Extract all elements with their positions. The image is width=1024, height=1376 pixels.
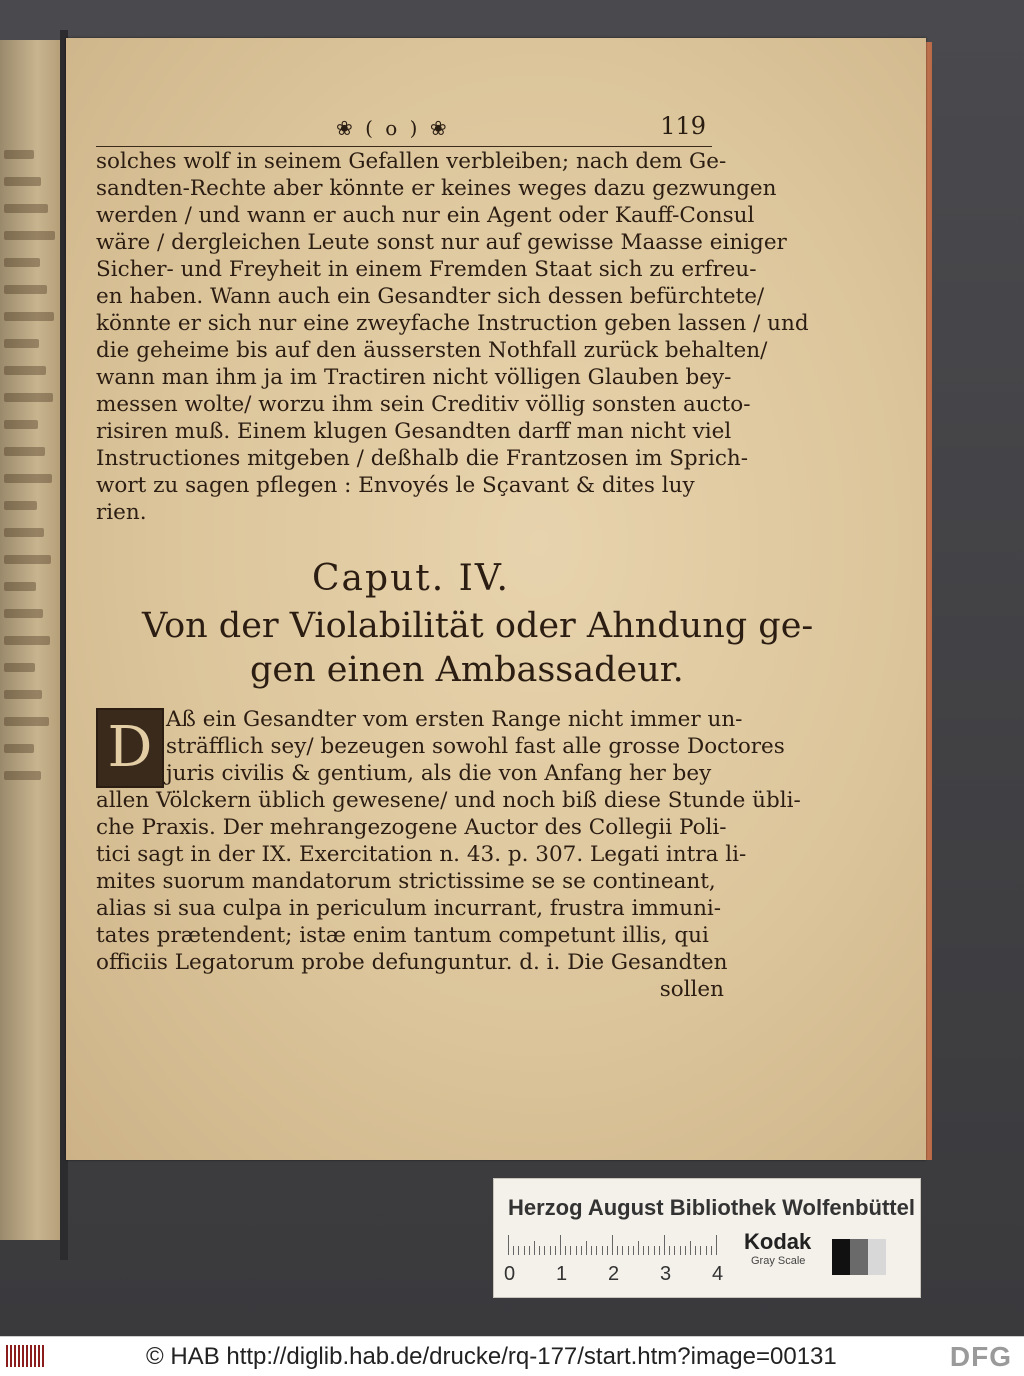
ruler-tick xyxy=(659,1246,660,1255)
ruler-tick xyxy=(544,1246,545,1255)
previous-page-line xyxy=(4,339,39,348)
text-line: werden / und wann er auch nur ein Agent oder Kauff-Consul xyxy=(96,203,755,228)
logo-bar xyxy=(34,1345,36,1367)
header-ornament: ❀ ( o ) ❀ xyxy=(336,116,450,140)
page-number: 119 xyxy=(660,112,706,140)
ruler-tick xyxy=(654,1246,655,1255)
ruler-tick xyxy=(576,1246,577,1255)
ruler-tick xyxy=(513,1246,514,1255)
hab-logo-icon xyxy=(6,1345,48,1367)
logo-bar xyxy=(38,1345,40,1367)
text-line: wäre / dergleichen Leute sonst nur auf gewisse Maasse einiger xyxy=(96,230,787,255)
ruler-number: 1 xyxy=(556,1263,568,1285)
ruler-tick xyxy=(700,1246,701,1255)
ruler-tick xyxy=(622,1246,623,1255)
gray-swatch xyxy=(868,1239,886,1275)
chapter-subtitle-line: Von der Violabilität oder Ahndung ge- xyxy=(142,606,814,646)
text-line: che Praxis. Der mehrangezogene Auctor des Collegii Poli- xyxy=(96,815,727,840)
text-line: sandten-Rechte aber könnte er keines weges dazu gezwungen xyxy=(96,176,777,201)
kodak-logo: Kodak xyxy=(744,1229,812,1254)
ruler-tick xyxy=(570,1246,571,1255)
text-line: tici sagt in der IX. Exercitation n. 43. p. 307. Legati intra li- xyxy=(96,842,747,867)
previous-page-line xyxy=(4,582,36,591)
dropcap-initial: D xyxy=(96,708,164,788)
previous-page-line xyxy=(4,258,40,267)
logo-bar xyxy=(26,1345,28,1367)
previous-page-line xyxy=(4,177,41,186)
chapter-subtitle xyxy=(96,604,814,692)
ruler-tick xyxy=(706,1246,707,1255)
ruler-number: 4 xyxy=(712,1263,724,1285)
text-line: wort zu sagen pflegen : Envoyés le Sçavant & dites luy xyxy=(96,473,695,498)
text-line: juris civilis & gentium, als die von Anfang her bey xyxy=(166,761,712,786)
ruler-scale xyxy=(508,1235,728,1255)
ruler-tick xyxy=(690,1241,691,1255)
ruler-tick xyxy=(643,1246,644,1255)
text-line: tates prætendent; istæ enim tantum competunt illis, qui xyxy=(96,923,709,948)
previous-page-line xyxy=(4,366,46,375)
previous-page-line xyxy=(4,717,49,726)
paragraph-2 xyxy=(96,706,801,1003)
footer-bar xyxy=(0,1336,1024,1376)
previous-page-edge xyxy=(0,40,62,1240)
ruler-number: 0 xyxy=(504,1263,516,1285)
text-line: wann man ihm ja im Tractiren nicht völligen Glauben bey- xyxy=(96,365,732,390)
ruler-tick xyxy=(617,1246,618,1255)
text-line: Sicher- und Freyheit in einem Fremden Staat sich zu erfreu- xyxy=(96,257,757,282)
ruler-tick xyxy=(648,1246,649,1255)
ruler-tick xyxy=(524,1246,525,1255)
previous-page-line xyxy=(4,690,42,699)
ruler-tick xyxy=(539,1246,540,1255)
ruler-tick xyxy=(565,1246,566,1255)
logo-bar xyxy=(10,1345,12,1367)
previous-page-line xyxy=(4,204,48,213)
header-rule xyxy=(96,146,712,147)
ruler-tick xyxy=(596,1246,597,1255)
text-line: allen Völckern üblich gewesene/ und noch biß diese Stunde übli- xyxy=(96,788,801,813)
chapter-title: Caput. IV. xyxy=(312,558,510,599)
logo-bar xyxy=(18,1345,20,1367)
dfg-logo: DFG xyxy=(949,1341,1012,1372)
color-target-card xyxy=(493,1178,921,1298)
previous-page-line xyxy=(4,420,38,429)
text-line: solches wolf in seinem Gefallen verbleiben; nach dem Ge- xyxy=(96,149,727,174)
ruler-tick xyxy=(669,1246,670,1255)
ruler-tick xyxy=(711,1246,712,1255)
text-line: könnte er sich nur eine zweyfache Instruction geben lassen / und xyxy=(96,311,809,336)
text-line: risiren muß. Einem klugen Gesandten darff man nicht viel xyxy=(96,419,732,444)
ruler-number: 2 xyxy=(608,1263,620,1285)
paragraph-1 xyxy=(96,148,809,526)
logo-bar xyxy=(42,1345,44,1367)
previous-page-line xyxy=(4,744,34,753)
text-line: Aß ein Gesandter vom ersten Range nicht immer un- xyxy=(166,707,743,732)
logo-bar xyxy=(22,1345,24,1367)
logo-bar xyxy=(14,1345,16,1367)
text-line: die geheime bis auf den äussersten Nothfall zurück behalten/ xyxy=(96,338,768,363)
previous-page-line xyxy=(4,663,35,672)
ruler-tick xyxy=(674,1246,675,1255)
ruler-tick xyxy=(664,1235,665,1255)
ruler-tick xyxy=(591,1246,592,1255)
ruler-tick xyxy=(633,1246,634,1255)
ruler-tick xyxy=(602,1246,603,1255)
ruler-tick xyxy=(586,1241,587,1255)
previous-page-line xyxy=(4,501,37,510)
ruler-tick xyxy=(612,1235,613,1255)
running-header xyxy=(96,112,716,146)
ruler-tick xyxy=(695,1246,696,1255)
ruler-tick xyxy=(529,1246,530,1255)
previous-page-line xyxy=(4,150,34,159)
catchword: sollen xyxy=(659,977,724,1002)
text-line: sträfflich sey/ bezeugen sowohl fast alle grosse Doctores xyxy=(166,734,785,759)
ruler-tick xyxy=(638,1241,639,1255)
text-line: Instructiones mitgeben / deßhalb die Frantzosen im Sprich- xyxy=(96,446,749,471)
ruler-tick xyxy=(560,1235,561,1255)
ruler-tick xyxy=(581,1246,582,1255)
ruler-tick xyxy=(685,1246,686,1255)
previous-page-line xyxy=(4,555,51,564)
logo-bar xyxy=(6,1345,8,1367)
previous-page-line xyxy=(4,528,44,537)
previous-page-line xyxy=(4,447,45,456)
logo-bar xyxy=(30,1345,32,1367)
gray-swatch xyxy=(832,1239,850,1275)
previous-page-line xyxy=(4,393,53,402)
ruler-tick xyxy=(680,1246,681,1255)
previous-page-line xyxy=(4,474,52,483)
previous-page-line xyxy=(4,636,50,645)
text-line: mites suorum mandatorum strictissime se se contineant, xyxy=(96,869,716,894)
ruler-tick xyxy=(518,1246,519,1255)
ruler-tick xyxy=(716,1235,717,1255)
chapter-subtitle-line: gen einen Ambassadeur. xyxy=(250,650,684,690)
previous-page-line xyxy=(4,312,54,321)
ruler-tick xyxy=(628,1246,629,1255)
ruler-tick xyxy=(555,1246,556,1255)
ruler-number: 3 xyxy=(660,1263,672,1285)
ruler-tick xyxy=(534,1241,535,1255)
ruler-tick xyxy=(550,1246,551,1255)
text-line: alias si sua culpa in periculum incurrant, frustra immuni- xyxy=(96,896,722,921)
target-title: Herzog August Bibliothek Wolfenbüttel xyxy=(508,1195,915,1220)
gray-scale-label: Gray Scale xyxy=(751,1255,806,1267)
previous-page-line xyxy=(4,231,55,240)
previous-page-line xyxy=(4,285,47,294)
ruler-tick xyxy=(607,1246,608,1255)
text-line: en haben. Wann auch ein Gesandter sich dessen befürchtete/ xyxy=(96,284,765,309)
text-line: messen wolte/ worzu ihm sein Creditiv völlig sonsten aucto- xyxy=(96,392,751,417)
previous-page-line xyxy=(4,771,41,780)
text-line: rien. xyxy=(96,500,147,525)
ruler-tick xyxy=(508,1235,509,1255)
gray-swatch xyxy=(850,1239,868,1275)
previous-page-line xyxy=(4,609,43,618)
footer-copyright-link[interactable]: © HAB http://diglib.hab.de/drucke/rq-177/start.htm?image=00131 xyxy=(146,1343,837,1370)
text-line: officiis Legatorum probe defunguntur. d. i. Die Gesandten xyxy=(96,950,728,975)
